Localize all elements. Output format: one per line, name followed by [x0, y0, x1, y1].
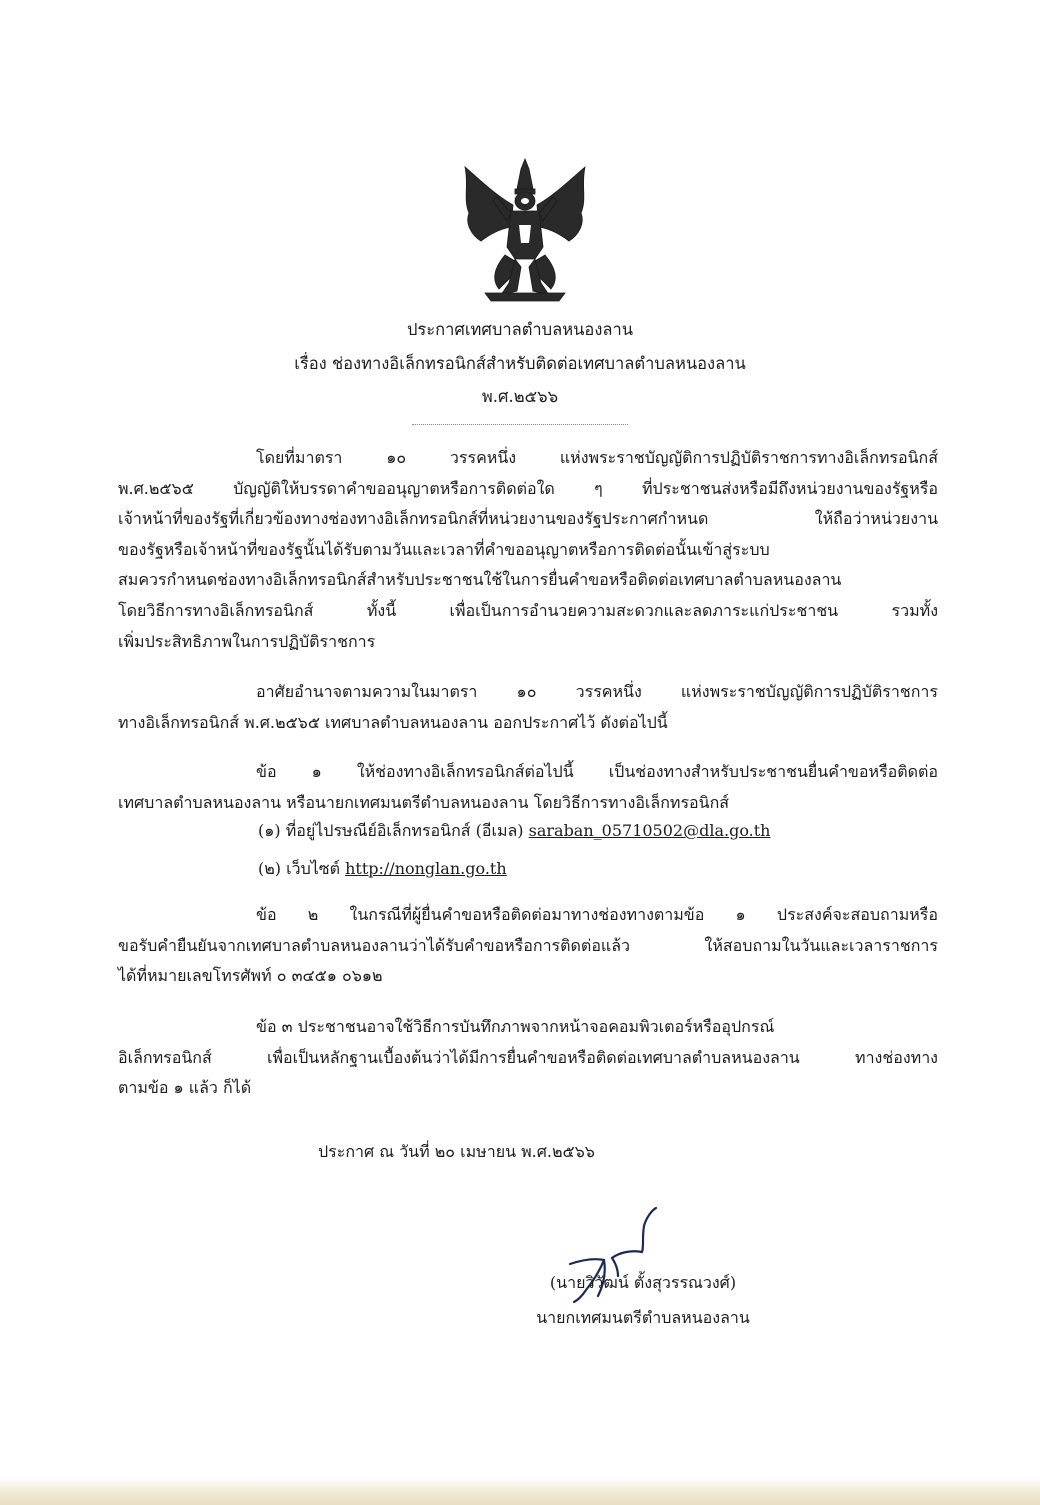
paragraph-line: พ.ศ.๒๕๖๕ บัญญัติให้บรรดาคำขออนุญาตหรือการติดต่อใด ๆ ที่ประชาชนส่งหรือมีถึงหน่วยงานของรัฐหรือ [118, 478, 938, 498]
channel-email-label: (๑) ที่อยู่ไปรษณีย์อิเล็กทรอนิกส์ (อีเมล) [258, 821, 529, 840]
clause-3 [118, 1012, 938, 1104]
paragraph-line: อาศัยอำนาจตามความในมาตรา ๑๐ วรรคหนึ่ง แห่งพระราชบัญญัติการปฏิบัติราชการ [256, 682, 938, 701]
clause-1 [118, 757, 938, 818]
clause-2 [118, 900, 938, 992]
header-divider [412, 424, 628, 425]
paragraph-line: สมควรกำหนดช่องทางอิเล็กทรอนิกส์สำหรับประชาชนใช้ในการยื่นคำขอหรือติดต่อเทศบาลตำบลหนองลาน [118, 570, 842, 590]
channel-email [258, 819, 770, 843]
signatory-name: (นายวิวัฒน์ ตั้งสุวรรณวงศ์) [549, 1273, 737, 1292]
announcement-subject: เรื่อง ช่องทางอิเล็กทรอนิกส์สำหรับติดต่อเทศบาลตำบลหนองลาน [294, 354, 746, 373]
paragraph-line: โดยวิธีการทางอิเล็กทรอนิกส์ ทั้งนี้ เพื่อเป็นการอำนวยความสะดวกและลดภาระแก่ประชาชน รวมทั้ง [118, 600, 938, 620]
paragraph-line: เพิ่มประสิทธิภาพในการปฏิบัติราชการ [118, 631, 376, 651]
paragraph-line: ได้ที่หมายเลขโทรศัพท์ ๐ ๓๔๕๑ ๐๖๑๒ [118, 966, 383, 986]
email-link[interactable]: saraban_05710502@dla.go.th [528, 821, 771, 840]
announcement-year: พ.ศ.๒๕๖๖ [481, 387, 559, 406]
announcement-date: ประกาศ ณ วันที่ ๒๐ เมษายน พ.ศ.๒๕๖๖ [318, 1142, 595, 1161]
paragraph-line: ทางอิเล็กทรอนิกส์ พ.ศ.๒๕๖๕ เทศบาลตำบลหนองลาน ออกประกาศไว้ ดังต่อไปนี้ [118, 712, 668, 732]
channel-website [258, 857, 507, 881]
paragraph-line: ขอรับคำยืนยันจากเทศบาลตำบลหนองลานว่าได้รับคำขอหรือการติดต่อแล้ว ให้สอบถามในวันและเวลาราชการ [118, 935, 938, 955]
paragraph-line: ข้อ ๒ ในกรณีที่ผู้ยื่นคำขอหรือติดต่อมาทางช่องทางตามข้อ ๑ ประสงค์จะสอบถามหรือ [256, 905, 938, 924]
channel-website-label: (๒) เว็บไซต์ [258, 859, 346, 878]
paragraph-line: เจ้าหน้าที่ของรัฐที่เกี่ยวข้องทางช่องทางอิเล็กทรอนิกส์ที่หน่วยงานของรัฐประกาศกำหนด ให้ถือว่าหน่วยงาน [118, 509, 938, 529]
announcement-title: ประกาศเทศบาลตำบลหนองลาน [406, 320, 634, 339]
paragraph-preamble [118, 443, 938, 657]
paragraph-authority [118, 677, 938, 738]
paragraph-line: เทศบาลตำบลหนองลาน หรือนายกเทศมนตรีตำบลหนองลาน โดยวิธีการทางอิเล็กทรอนิกส์ [118, 792, 730, 812]
paragraph-line: ของรัฐหรือเจ้าหน้าที่ของรัฐนั้นได้รับตามวันและเวลาที่คำขออนุญาตหรือการติดต่อนั้นเข้าสู่ระบบ [118, 539, 770, 559]
paragraph-line: ข้อ ๓ ประชาชนอาจใช้วิธีการบันทึกภาพจากหน้าจอคอมพิวเตอร์หรืออุปกรณ์ [256, 1017, 775, 1036]
garuda-emblem-icon [455, 155, 595, 305]
website-link[interactable]: http://nonglan.go.th [345, 859, 507, 878]
page-bottom-edge [0, 1478, 1040, 1505]
signatory-position: นายกเทศมนตรีตำบลหนองลาน [536, 1308, 750, 1327]
paragraph-line: อิเล็กทรอนิกส์ เพื่อเป็นหลักฐานเบื้องต้นว่าได้มีการยื่นคำขอหรือติดต่อเทศบาลตำบลหนองลาน ทางช่องทาง [118, 1047, 938, 1067]
paragraph-line: ข้อ ๑ ให้ช่องทางอิเล็กทรอนิกส์ต่อไปนี้ เป็นช่องทางสำหรับประชาชนยื่นคำขอหรือติดต่อ [256, 762, 938, 781]
paragraph-line: ตามข้อ ๑ แล้ว ก็ได้ [118, 1078, 252, 1098]
paragraph-line: โดยที่มาตรา ๑๐ วรรคหนึ่ง แห่งพระราชบัญญัติการปฏิบัติราชการทางอิเล็กทรอนิกส์ [256, 448, 938, 467]
